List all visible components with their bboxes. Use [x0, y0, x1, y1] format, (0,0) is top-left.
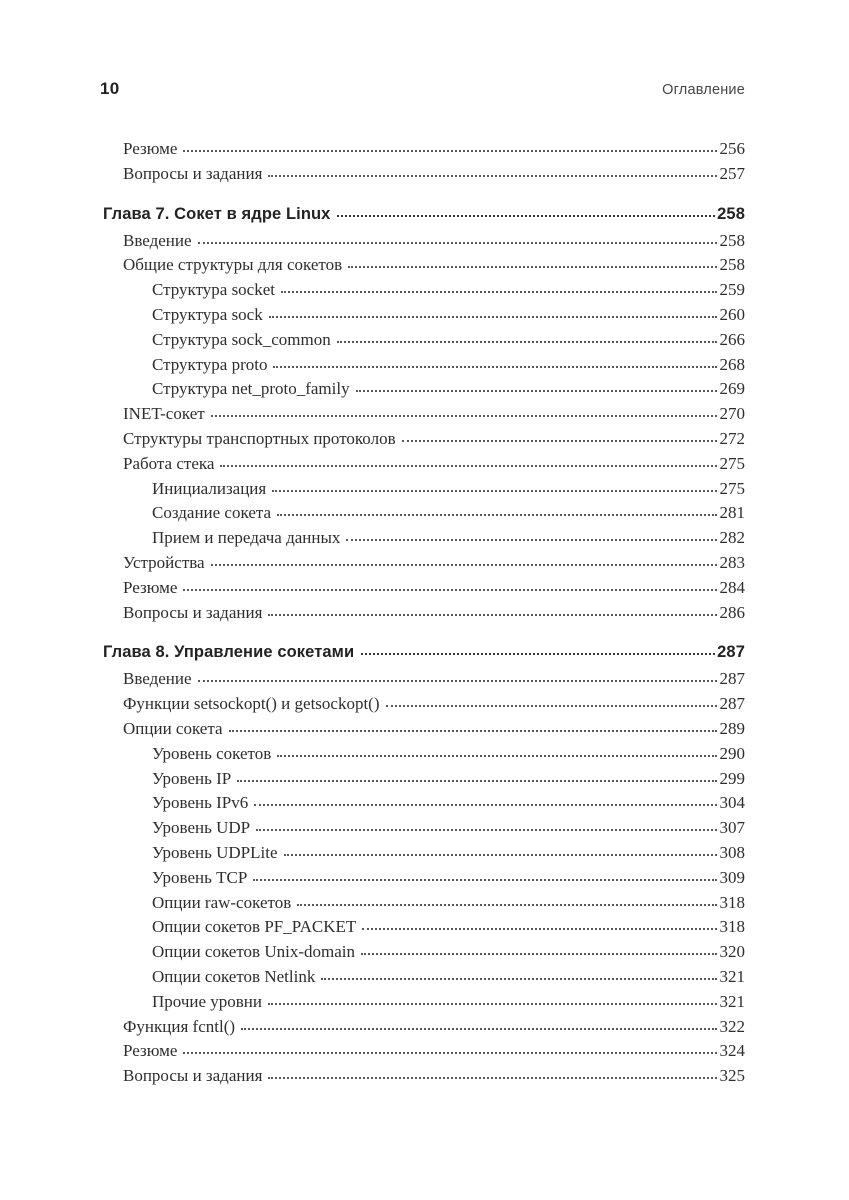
- toc-entry-page: 283: [719, 552, 745, 572]
- toc-entry-page: 307: [719, 818, 745, 838]
- toc-entry: [103, 427, 745, 452]
- toc-entry-label: Работа стека: [123, 453, 215, 473]
- toc-entry-label: Вопросы и задания: [123, 1066, 263, 1086]
- toc-entry: [103, 965, 745, 990]
- toc-entry-label: Вопросы и задания: [123, 602, 263, 622]
- toc-entry-label: Создание сокета: [152, 503, 272, 523]
- dot-leader: [277, 755, 716, 757]
- toc-entry: [103, 940, 745, 965]
- dot-leader: [337, 215, 715, 217]
- toc-entry-page: 318: [719, 917, 745, 937]
- toc-entry-page: 325: [719, 1066, 745, 1086]
- toc-entry: [103, 1015, 745, 1040]
- dot-leader: [211, 415, 717, 417]
- dot-leader: [198, 242, 717, 244]
- toc-entry-page: 322: [719, 1016, 745, 1036]
- toc-entry-page: 289: [719, 718, 745, 738]
- toc-entry: [103, 667, 745, 692]
- toc-entry-page: 260: [719, 304, 745, 324]
- toc-entry-label: Структура sock: [152, 304, 263, 324]
- toc-entry-page: 284: [719, 577, 745, 597]
- toc-entry-page: 270: [719, 404, 745, 424]
- toc-entry-label: Структуры транспортных протоколов: [123, 428, 396, 448]
- running-header-title: Оглавление: [662, 82, 745, 98]
- dot-leader: [273, 366, 716, 368]
- toc-entry: [103, 791, 745, 816]
- toc-entry: [103, 915, 745, 940]
- dot-leader: [268, 614, 716, 616]
- toc-entry-page: 272: [719, 428, 745, 448]
- toc-entry-page: 257: [719, 163, 745, 183]
- dot-leader: [361, 653, 715, 655]
- toc-entry-page: 299: [719, 768, 745, 788]
- toc-entry: [103, 841, 745, 866]
- toc-entry-label: Уровень UDPLite: [152, 842, 278, 862]
- toc-entry-page: 286: [719, 602, 745, 622]
- toc-entry-label: Прием и передача данных: [152, 528, 341, 548]
- dot-leader: [346, 539, 716, 541]
- toc-entry-page: 287: [719, 669, 745, 689]
- toc-entry-label: Резюме: [123, 139, 178, 158]
- toc-entry: [103, 866, 745, 891]
- toc-entry-page: 308: [719, 842, 745, 862]
- toc-entry-page: 321: [719, 966, 745, 986]
- toc-entry: [103, 576, 745, 601]
- dot-leader: [284, 854, 717, 856]
- dot-leader: [321, 978, 716, 980]
- toc-entry-page: 275: [719, 478, 745, 498]
- toc-entry-label: Уровень IPv6: [152, 793, 249, 813]
- toc-entry: [103, 816, 745, 841]
- dot-leader: [211, 564, 717, 566]
- toc-entry-page: 309: [719, 867, 745, 887]
- toc-entry-page: 266: [719, 329, 745, 349]
- dot-leader: [281, 291, 717, 293]
- toc-chapter-heading: [103, 639, 745, 665]
- toc-entry-label: Опции сокетов Unix-domain: [152, 942, 355, 962]
- toc-entry-page: 256: [719, 139, 745, 158]
- toc-entry: [103, 601, 745, 626]
- dot-leader: [183, 589, 716, 591]
- dot-leader: [198, 680, 717, 682]
- toc-entry: [103, 162, 745, 187]
- toc-entry: [103, 990, 745, 1015]
- toc-entry-label: Инициализация: [152, 478, 267, 498]
- toc-chapter-page: 258: [717, 204, 745, 223]
- toc-entry-label: Резюме: [123, 577, 178, 597]
- toc-entry-label: Опции сокетов Netlink: [152, 966, 316, 986]
- toc-chapter-title: Глава 8. Управление сокетами: [103, 643, 355, 662]
- toc-entry-label: Опции raw-сокетов: [152, 892, 292, 912]
- toc-chapter-page: 287: [717, 643, 745, 662]
- toc-entry-label: Функции setsockopt() и getsockopt(): [123, 694, 380, 714]
- toc-chapter-heading: [103, 201, 745, 227]
- dot-leader: [402, 440, 717, 442]
- toc-entry-page: 259: [719, 280, 745, 300]
- toc-chapter-title: Глава 7. Сокет в ядре Linux: [103, 204, 331, 223]
- toc-entry: [103, 1039, 745, 1064]
- toc-entry-label: Структура sock_common: [152, 329, 331, 349]
- toc-entry-label: Введение: [123, 669, 192, 689]
- toc-entry-page: 268: [719, 354, 745, 374]
- toc-entry: [103, 328, 745, 353]
- dot-leader: [362, 928, 716, 930]
- toc-entry: [103, 477, 745, 502]
- toc-entry-page: 258: [719, 255, 745, 275]
- toc-entry-page: 282: [719, 528, 745, 548]
- toc-entry: [103, 717, 745, 742]
- toc-entry-label: Устройства: [123, 552, 205, 572]
- toc-entry-page: 258: [719, 230, 745, 250]
- toc-entry: [103, 303, 745, 328]
- toc-entry: [103, 253, 745, 278]
- toc-entry: [103, 353, 745, 378]
- toc-entry-page: 304: [719, 793, 745, 813]
- toc-entry: [103, 692, 745, 717]
- dot-leader: [361, 953, 717, 955]
- toc-entry-page: 281: [719, 503, 745, 523]
- dot-leader: [268, 1077, 716, 1079]
- toc-entry-label: INET-сокет: [123, 404, 205, 424]
- toc-entry-label: Вопросы и задания: [123, 163, 263, 183]
- toc-entry-label: Структура net_proto_family: [152, 379, 350, 399]
- toc-entry-page: 287: [719, 694, 745, 714]
- toc-entry-page: 324: [719, 1041, 745, 1061]
- dot-leader: [348, 266, 716, 268]
- toc-entry: [103, 742, 745, 767]
- dot-leader: [183, 150, 716, 152]
- table-of-contents: [103, 137, 745, 1089]
- toc-entry-label: Уровень TCP: [152, 867, 248, 887]
- toc-entry: [103, 278, 745, 303]
- toc-entry-label: Структура socket: [152, 280, 275, 300]
- toc-entry-label: Структура proto: [152, 354, 268, 374]
- dot-leader: [256, 829, 716, 831]
- dot-leader: [253, 879, 716, 881]
- toc-entry-page: 290: [719, 743, 745, 763]
- toc-entry-label: Опции сокетов PF_PACKET: [152, 917, 357, 937]
- toc-entry: [103, 137, 745, 162]
- toc-entry-label: Уровень сокетов: [152, 743, 272, 763]
- toc-entry-label: Уровень IP: [152, 768, 232, 788]
- toc-entry: [103, 1064, 745, 1089]
- toc-entry-page: 269: [719, 379, 745, 399]
- toc-entry-label: Функция fcntl(): [123, 1016, 236, 1036]
- toc-entry-label: Введение: [123, 230, 192, 250]
- dot-leader: [277, 514, 716, 516]
- toc-entry: [103, 891, 745, 916]
- page-number: 10: [100, 79, 120, 98]
- dot-leader: [229, 730, 717, 732]
- toc-entry-label: Уровень UDP: [152, 818, 251, 838]
- toc-entry: [103, 229, 745, 254]
- toc-entry: [103, 767, 745, 792]
- toc-entry-label: Общие структуры для сокетов: [123, 255, 343, 275]
- toc-entry-page: 318: [719, 892, 745, 912]
- dot-leader: [237, 780, 716, 782]
- dot-leader: [269, 316, 717, 318]
- dot-leader: [337, 341, 717, 343]
- toc-entry: [103, 526, 745, 551]
- toc-entry: [103, 452, 745, 477]
- page-header: [100, 79, 745, 99]
- dot-leader: [254, 804, 716, 806]
- toc-entry-page: 320: [719, 942, 745, 962]
- dot-leader: [272, 490, 716, 492]
- toc-entry: [103, 551, 745, 576]
- dot-leader: [183, 1052, 716, 1054]
- toc-entry-page: 275: [719, 453, 745, 473]
- dot-leader: [268, 175, 716, 177]
- dot-leader: [386, 705, 717, 707]
- toc-entry: [103, 377, 745, 402]
- toc-entry-label: Прочие уровни: [152, 991, 263, 1011]
- toc-entry-label: Резюме: [123, 1041, 178, 1061]
- dot-leader: [220, 465, 716, 467]
- toc-entry: [103, 501, 745, 526]
- dot-leader: [268, 1003, 716, 1005]
- dot-leader: [241, 1028, 716, 1030]
- dot-leader: [356, 390, 717, 392]
- toc-entry-label: Опции сокета: [123, 718, 223, 738]
- toc-entry-page: 321: [719, 991, 745, 1011]
- dot-leader: [297, 904, 716, 906]
- toc-entry: [103, 402, 745, 427]
